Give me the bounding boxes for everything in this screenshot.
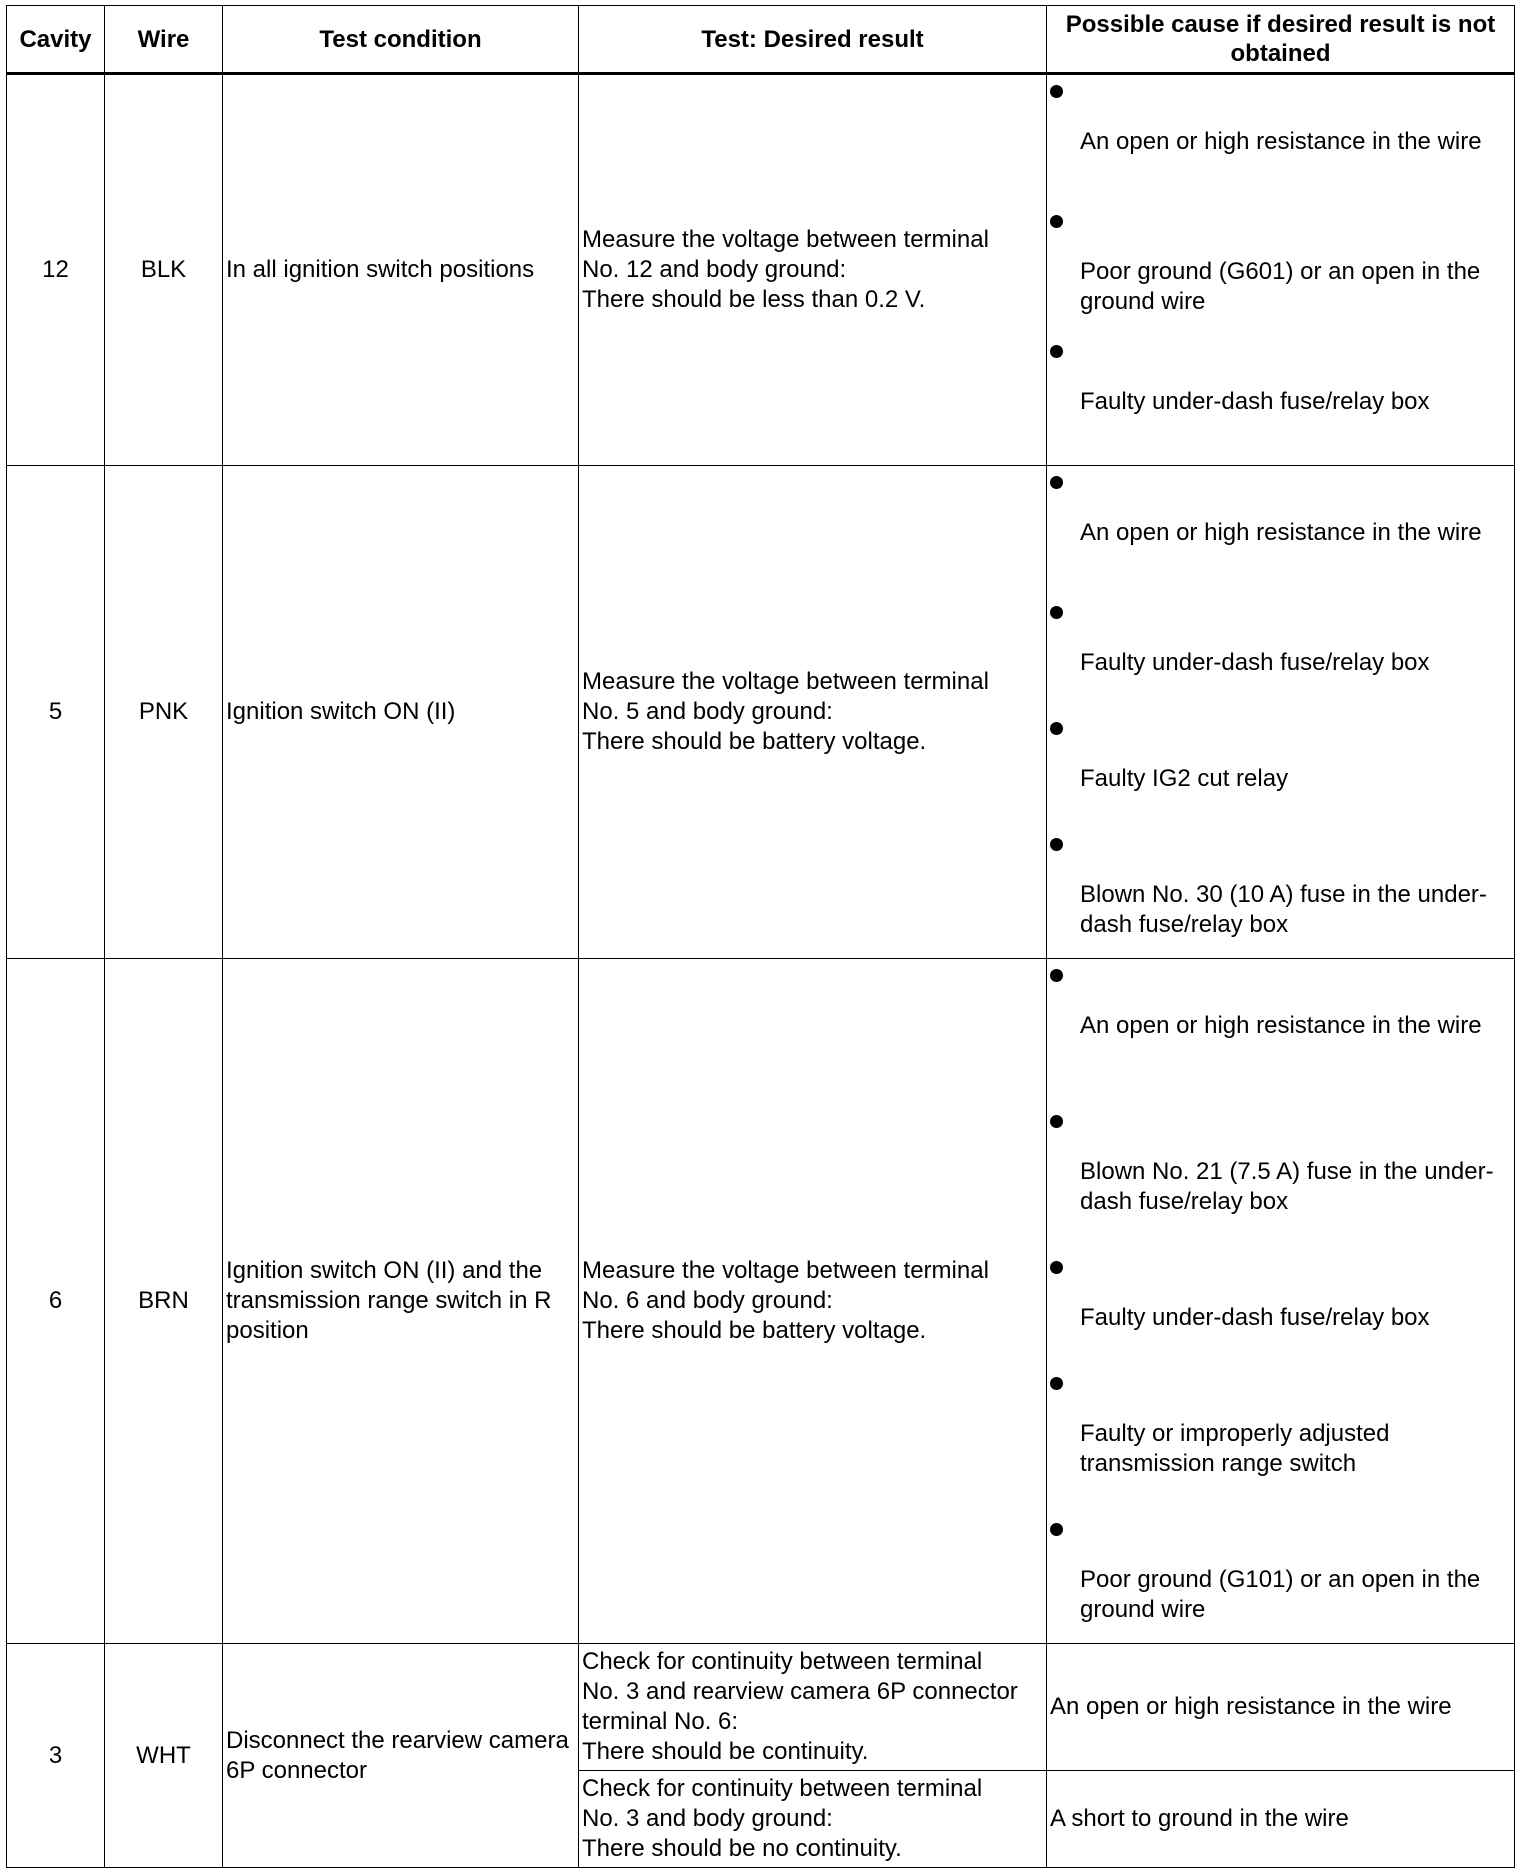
cause-text: An open or high resistance in the wire xyxy=(1080,128,1482,155)
bullet-icon xyxy=(1050,476,1063,489)
bullet-icon xyxy=(1050,969,1063,982)
cause-item xyxy=(1050,75,1511,205)
table-row xyxy=(7,74,1515,466)
bullet-icon xyxy=(1050,606,1063,619)
bullet-icon xyxy=(1050,345,1063,358)
possible-cause-cell xyxy=(1047,959,1515,1644)
cause-text: Blown No. 30 (10 A) fuse in the under-dash fuse/relay box xyxy=(1080,881,1487,938)
cavity-cell: 3 xyxy=(7,1644,105,1868)
cause-item xyxy=(1050,959,1511,1105)
desired-result-cell: Check for continuity between terminal No. 3 and rearview camera 6P connector terminal No. 6: There should be continuity. xyxy=(579,1644,1047,1771)
bullet-icon xyxy=(1050,85,1063,98)
cause-item xyxy=(1050,1367,1511,1513)
cause-item xyxy=(1050,1105,1511,1251)
header-row xyxy=(7,6,1515,74)
table-row xyxy=(7,466,1515,959)
bullet-icon xyxy=(1050,1115,1063,1128)
header-wire: Wire xyxy=(105,6,223,74)
test-condition-cell: In all ignition switch positions xyxy=(223,74,579,466)
desired-result-cell: Check for continuity between terminal No. 3 and body ground: There should be no continuity. xyxy=(579,1771,1047,1868)
bullet-icon xyxy=(1050,1523,1063,1536)
desired-result-cell: Measure the voltage between terminal No. 12 and body ground: There should be less than 0.2 V. xyxy=(579,74,1047,466)
cause-item xyxy=(1050,712,1511,828)
test-condition-cell: Ignition switch ON (II) xyxy=(223,466,579,959)
desired-result-cell: Measure the voltage between terminal No. 5 and body ground: There should be battery voltage. xyxy=(579,466,1047,959)
table-row xyxy=(7,1644,1515,1771)
table-row xyxy=(7,959,1515,1644)
cavity-cell: 12 xyxy=(7,74,105,466)
desired-result-cell: Measure the voltage between terminal No. 6 and body ground: There should be battery voltage. xyxy=(579,959,1047,1644)
cause-item xyxy=(1050,828,1511,958)
possible-cause-cell: A short to ground in the wire xyxy=(1047,1771,1515,1868)
cause-item xyxy=(1050,596,1511,712)
diagnostic-table xyxy=(6,5,1515,1868)
header-test-condition: Test condition xyxy=(223,6,579,74)
cause-text: Faulty IG2 cut relay xyxy=(1080,765,1289,792)
cause-text: Faulty or improperly adjusted transmission range switch xyxy=(1080,1420,1390,1477)
cause-text: Blown No. 21 (7.5 A) fuse in the under-dash fuse/relay box xyxy=(1080,1158,1494,1215)
bullet-icon xyxy=(1050,838,1063,851)
possible-cause-cell xyxy=(1047,74,1515,466)
test-condition-cell: Ignition switch ON (II) and the transmission range switch in R position xyxy=(223,959,579,1644)
wire-cell: BRN xyxy=(105,959,223,1644)
cause-text: Poor ground (G101) or an open in the ground wire xyxy=(1080,1566,1481,1623)
cause-item xyxy=(1050,335,1511,465)
cause-item xyxy=(1050,1251,1511,1367)
wire-cell: WHT xyxy=(105,1644,223,1868)
bullet-icon xyxy=(1050,215,1063,228)
cause-text: Poor ground (G601) or an open in the ground wire xyxy=(1080,258,1481,315)
bullet-icon xyxy=(1050,722,1063,735)
cause-item xyxy=(1050,205,1511,335)
bullet-icon xyxy=(1050,1377,1063,1390)
cause-text: An open or high resistance in the wire xyxy=(1080,519,1482,546)
header-possible-cause: Possible cause if desired result is not obtained xyxy=(1047,6,1515,74)
cause-text: Faulty under-dash fuse/relay box xyxy=(1080,1304,1430,1331)
cause-item xyxy=(1050,466,1511,596)
cavity-cell: 6 xyxy=(7,959,105,1644)
test-condition-cell: Disconnect the rearview camera 6P connector xyxy=(223,1644,579,1868)
cause-text: Faulty under-dash fuse/relay box xyxy=(1080,388,1430,415)
cause-item xyxy=(1050,1513,1511,1643)
cavity-cell: 5 xyxy=(7,466,105,959)
bullet-icon xyxy=(1050,1261,1063,1274)
possible-cause-cell: An open or high resistance in the wire xyxy=(1047,1644,1515,1771)
cause-text: Faulty under-dash fuse/relay box xyxy=(1080,649,1430,676)
cause-text: An open or high resistance in the wire xyxy=(1080,1012,1482,1039)
header-cavity: Cavity xyxy=(7,6,105,74)
wire-cell: BLK xyxy=(105,74,223,466)
wire-cell: PNK xyxy=(105,466,223,959)
header-desired-result: Test: Desired result xyxy=(579,6,1047,74)
possible-cause-cell xyxy=(1047,466,1515,959)
